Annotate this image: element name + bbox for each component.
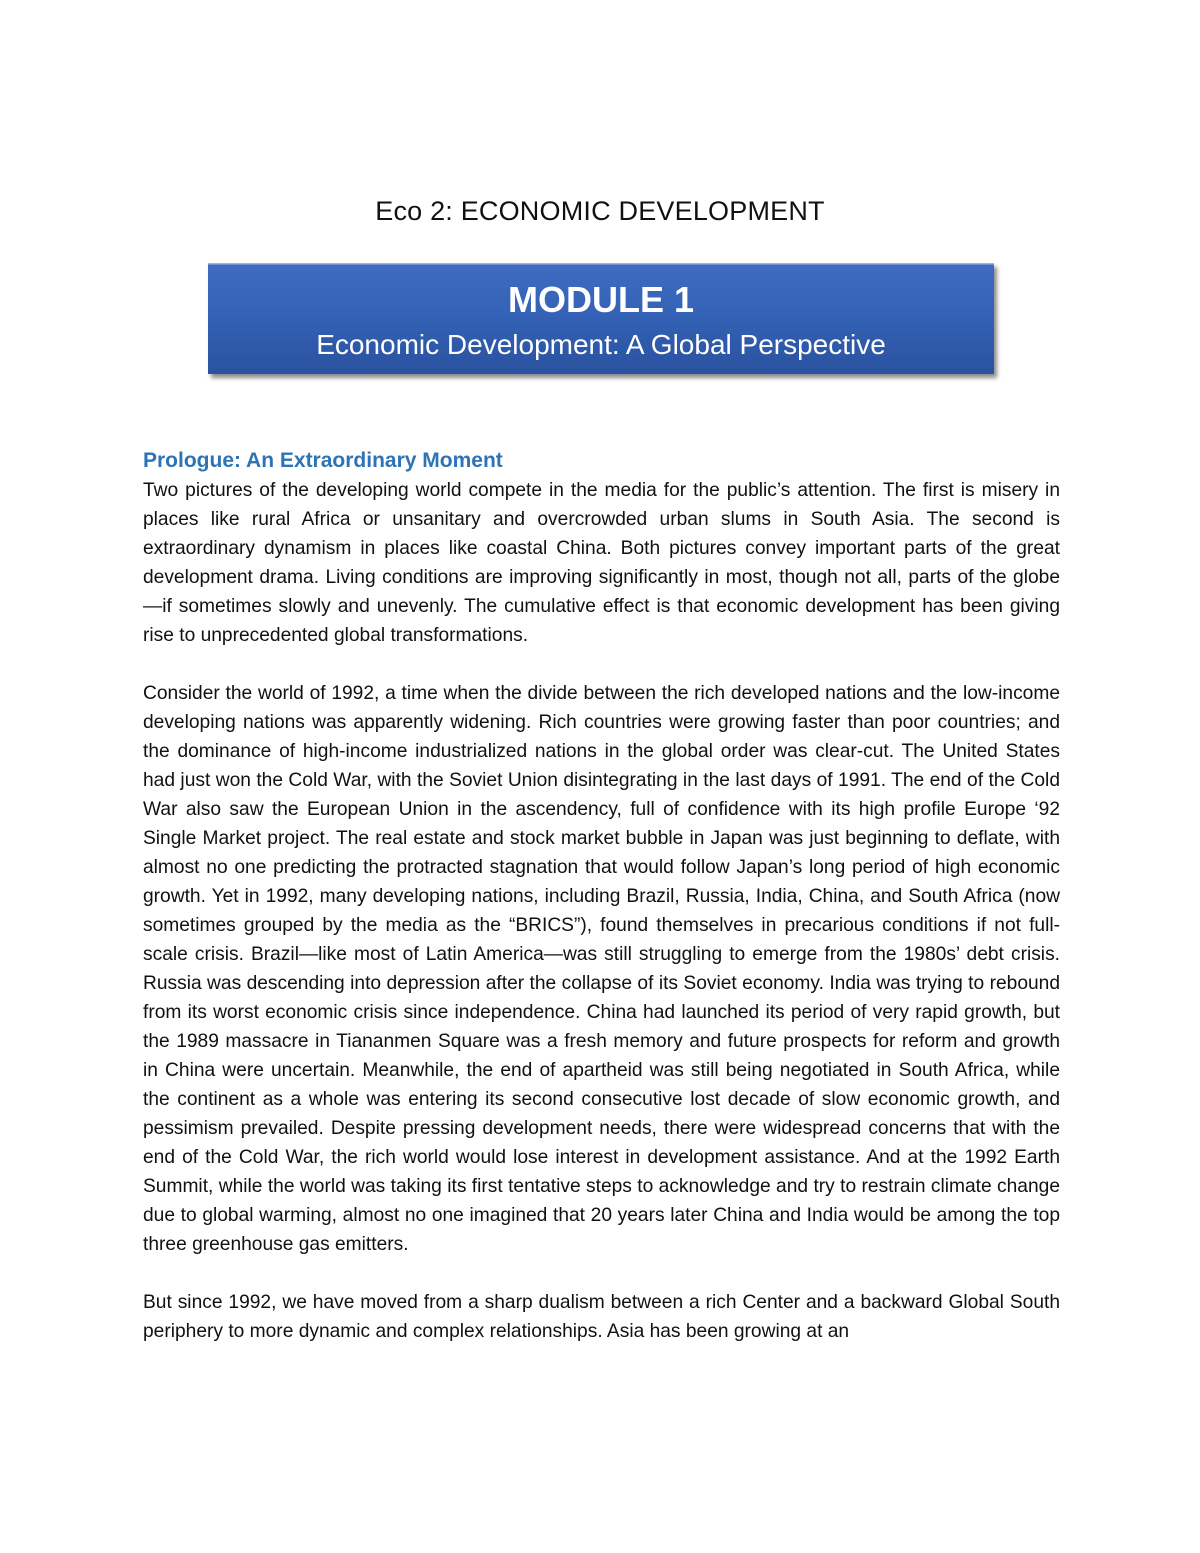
paragraph: Two pictures of the developing world compete in the media for the public’s attention. The first is misery in places like rural Africa or unsanitary and overcrowded urban slums in South Asia. The second is extraordinary dynamism in places like coastal China. Both pictures convey important parts of the great development drama. Living conditions are improving significantly in most, though not all, parts of the globe—if sometimes slowly and unevenly. The cumulative effect is that economic development has been giving rise to unprecedented global transformations. bbox=[143, 480, 1060, 646]
document-body bbox=[143, 446, 1060, 1375]
paragraph: Consider the world of 1992, a time when the divide between the rich developed nations and the low-income developing nations was apparently widening. Rich countries were growing faster than poor countries; and the dominance of high-income industrialized nations in the global order was clear-cut. The United States had just won the Cold War, with the Soviet Union disintegrating in the last days of 1991. The end of the Cold War also saw the European Union in the ascendency, full of confidence with its high profile Europe ‘92 Single Market project. The real estate and stock market bubble in Japan was just beginning to deflate, with almost no one predicting the protracted stagnation that would follow Japan’s long period of high economic growth. Yet in 1992, many developing nations, including Brazil, Russia, India, China, and South Africa (now sometimes grouped by the media as the “BRICS”), found themselves in precarious conditions if not full-scale crisis. Brazil—like most of Latin America—was still struggling to emerge from the 1980s’ debt crisis. Russia was descending into depression after the collapse of its Soviet economy. India was trying to rebound from its worst economic crisis since independence. China had launched its period of very rapid growth, but the 1989 massacre in Tiananmen Square was a fresh memory and future prospects for reform and growth in China were uncertain. Meanwhile, the end of apartheid was still being negotiated in South Africa, while the continent as a whole was entering its second consecutive lost decade of slow economic growth, and pessimism prevailed. Despite pressing development needs, there were widespread concerns that with the end of the Cold War, the rich world would lose interest in development assistance. And at the 1992 Earth Summit, while the world was taking its first tentative steps to acknowledge and try to restrain climate change due to global warming, almost no one imagined that 20 years later China and India would be among the top three greenhouse gas emitters. bbox=[143, 683, 1060, 1255]
module-banner bbox=[208, 263, 994, 374]
section-heading: Prologue: An Extraordinary Moment bbox=[143, 449, 503, 472]
module-subtitle: Economic Development: A Global Perspective bbox=[316, 329, 886, 360]
paragraph: But since 1992, we have moved from a sharp dualism between a rich Center and a backward Global South periphery to more dynamic and complex relationships. Asia has been growing at an bbox=[143, 1292, 1060, 1342]
module-number: MODULE 1 bbox=[507, 279, 694, 320]
course-title: Eco 2: ECONOMIC DEVELOPMENT bbox=[375, 196, 825, 226]
